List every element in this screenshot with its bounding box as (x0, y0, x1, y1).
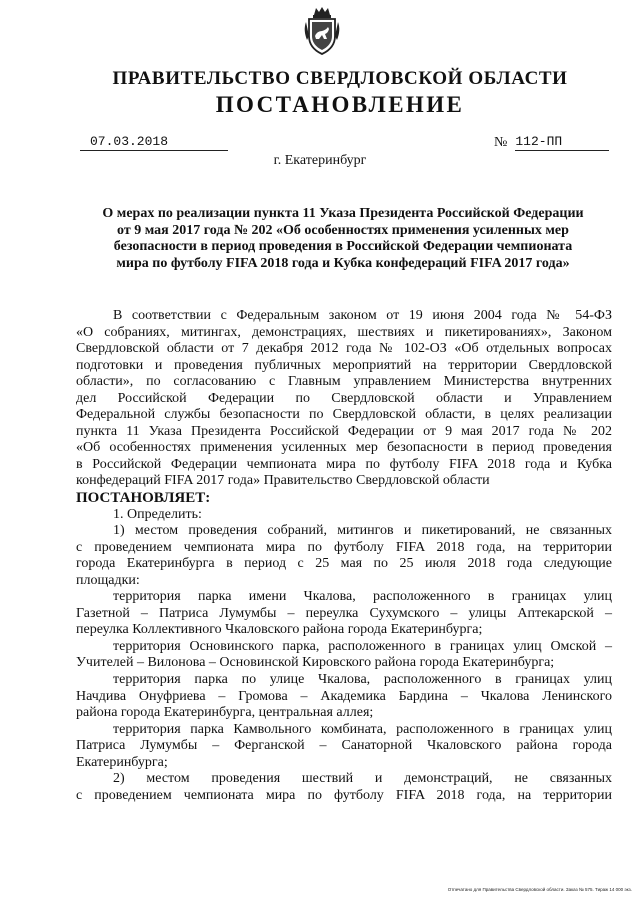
body-line: Газетной – Патриса Лумумбы – переулка Сухумского – улицы Аптекарской – (76, 605, 612, 621)
body-line: Начдива Онуфриева – Громова – Академика Бардина – Чкалова Ленинского (76, 688, 612, 704)
body-line: площадки: (76, 572, 140, 588)
government-name: ПРАВИТЕЛЬСТВО СВЕРДЛОВСКОЙ ОБЛАСТИ (112, 68, 568, 89)
body-line: переулка Коллективного Чкаловского района города Екатеринбурга; (76, 622, 483, 638)
number-sign: № (494, 135, 508, 150)
document-number-field (494, 134, 609, 151)
body-line: 1. Определить: (113, 506, 202, 522)
body-line: Учителей – Вилонова – Основинской Кировского района города Екатеринбурга; (76, 655, 555, 671)
body-line: Федеральной службы безопасности по Свердловской области, в целях реализации (76, 407, 612, 423)
print-note: Отпечатано для Правительства Свердловской области. Заказ № 575. Тираж 14 000 экз. (447, 887, 632, 892)
body-line: района города Екатеринбурга, центральная аллея; (76, 705, 374, 721)
document-type: ПОСТАНОВЛЕНИЕ (215, 92, 465, 117)
body-line: территория парка по улице Чкалова, расположенного в границах улиц (113, 672, 612, 688)
body-line: 1) местом проведения собраний, митингов и пикетирований, не связанных (113, 523, 612, 539)
document-date: 07.03.2018 (80, 134, 228, 151)
title-line: О мерах по реализации пункта 11 Указа Президента Российской Федерации (102, 206, 584, 221)
title-line: мира по футболу FIFA 2018 года и Кубка конфедераций FIFA 2017 года» (116, 255, 570, 271)
document-body (76, 308, 612, 804)
title-line: безопасности в период проведения в Российской Федерации чемпионата (113, 239, 573, 255)
body-line: территория парка имени Чкалова, расположенного в границах улиц (113, 589, 612, 605)
body-line: с проведением чемпионата мира по футболу FIFA 2018 года, на территории (76, 539, 612, 555)
body-line: «Об особенностях применения усиленных мер безопасности в период проведения (76, 440, 612, 456)
document-number: 112-ПП (515, 134, 609, 151)
body-line: подготовки и проведения публичных мероприятий на территории Свердловской (76, 357, 612, 373)
document-title (76, 206, 610, 272)
body-line: В соответствии с Федеральным законом от 19 июня 2004 года № 54-ФЗ (113, 308, 612, 323)
body-line: области», по согласованию с Главным управлением Министерства внутренних (76, 374, 612, 390)
resolves-heading: ПОСТАНОВЛЯЕТ: (76, 490, 211, 507)
body-line: с проведением чемпионата мира по футболу FIFA 2018 года, на территории (76, 787, 612, 803)
body-line: территория парка Камвольного комбината, расположенного в границах улиц (113, 721, 612, 737)
body-line: «О собраниях, митингах, демонстрациях, шествиях и пикетированиях», Законом (76, 324, 612, 340)
body-line: в Российской Федерации чемпионата мира по футболу FIFA 2018 года и Кубка (76, 456, 612, 472)
body-line: города Екатеринбурга в период с 25 мая по 25 июля 2018 года следующие (76, 556, 612, 572)
document-city: г. Екатеринбург (273, 153, 367, 168)
body-line: 2) местом проведения шествий и демонстраций, не связанных (113, 771, 612, 787)
body-line: Патриса Лумумбы – Ферганской – Санаторной Чкаловского района города (76, 738, 612, 754)
body-line: конфедераций FIFA 2017 года» Правительство Свердловской области (76, 473, 490, 489)
body-line: Свердловской области от 7 декабря 2012 года № 102-ОЗ «Об отдельных вопросах (76, 341, 612, 357)
body-line: дел Российской Федерации по Свердловской области и Управлением (76, 390, 612, 406)
body-line: пункта 11 Указа Президента Российской Федерации от 9 мая 2017 года № 202 (76, 423, 612, 439)
coat-of-arms-icon (302, 6, 342, 56)
body-line: территория Основинского парка, расположенного в границах улиц Омской – (113, 638, 612, 654)
body-line: Екатеринбурга; (76, 754, 168, 770)
title-line: от 9 мая 2017 года № 202 «Об особенностях применения усиленных мер (117, 222, 569, 238)
